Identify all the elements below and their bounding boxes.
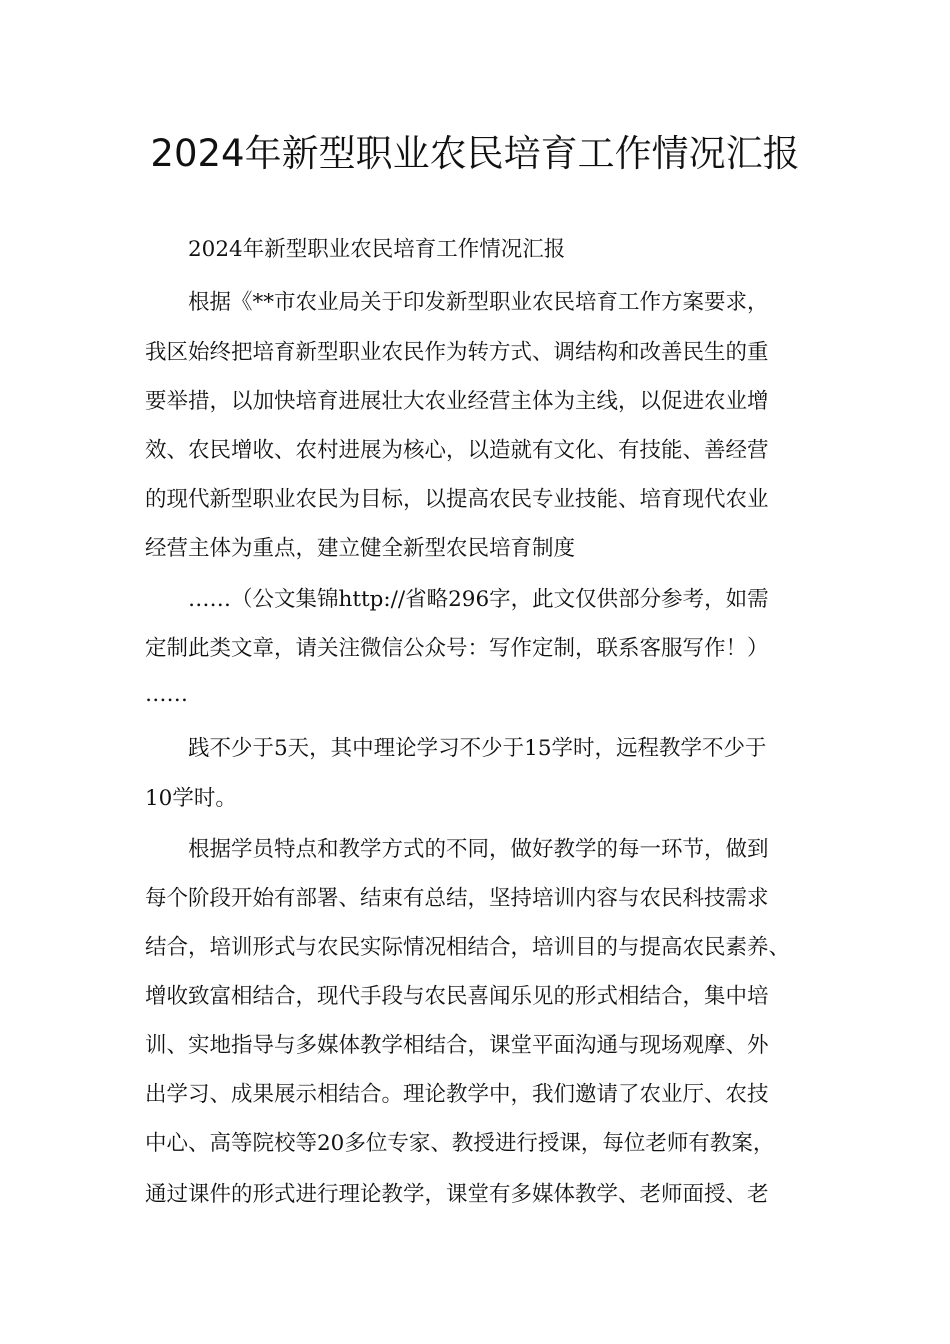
paragraph-line: 践不少于5天，其中理论学习不少于15学时，远程教学不少于: [188, 736, 767, 761]
paragraph-line: 结合，培训形式与农民实际情况相结合，培训目的与提高农民素养、: [145, 935, 791, 960]
paragraph-line: 增收致富相结合，现代手段与农民喜闻乐见的形式相结合，集中培: [145, 984, 769, 1009]
paragraph-line: 训、实地指导与多媒体教学相结合，课堂平面沟通与现场观摩、外: [145, 1033, 769, 1058]
paragraph-line: 经营主体为重点，建立健全新型农民培育制度: [145, 536, 576, 561]
paragraph-line: 根据学员特点和教学方式的不同，做好教学的每一环节，做到: [188, 837, 769, 862]
paragraph-line: 每个阶段开始有部署、结束有总结，坚持培训内容与农民科技需求: [145, 886, 769, 911]
paragraph-line: 的现代新型职业农民为目标，以提高农民专业技能、培育现代农业: [145, 487, 769, 512]
subtitle-line: 2024年新型职业农民培育工作情况汇报: [188, 237, 566, 262]
paragraph-line: 出学习、成果展示相结合。理论教学中，我们邀请了农业厅、农技: [145, 1082, 769, 1107]
paragraph-line: 要举措，以加快培育进展壮大农业经营主体为主线，以促进农业增: [145, 389, 769, 414]
paragraph-line: 通过课件的形式进行理论教学，课堂有多媒体教学、老师面授、老: [145, 1182, 769, 1207]
ellipsis-line: ……: [145, 682, 188, 707]
omission-notice-line: 定制此类文章，请关注微信公众号：写作定制，联系客服写作！）: [145, 636, 769, 661]
paragraph-line: 10学时。: [145, 786, 237, 811]
paragraph-line: 我区始终把培育新型职业农民作为转方式、调结构和改善民生的重: [145, 340, 769, 365]
omission-notice-line: ……（公文集锦http://省略296字，此文仅供部分参考，如需: [188, 587, 769, 612]
document-title: 2024年新型职业农民培育工作情况汇报: [150, 132, 800, 175]
paragraph-line: 效、农民增收、农村进展为核心，以造就有文化、有技能、善经营: [145, 438, 769, 463]
paragraph-line: 中心、高等院校等20多位专家、教授进行授课，每位老师有教案，: [145, 1131, 775, 1156]
paragraph-line: 根据《**市农业局关于印发新型职业农民培育工作方案要求，: [188, 290, 769, 315]
